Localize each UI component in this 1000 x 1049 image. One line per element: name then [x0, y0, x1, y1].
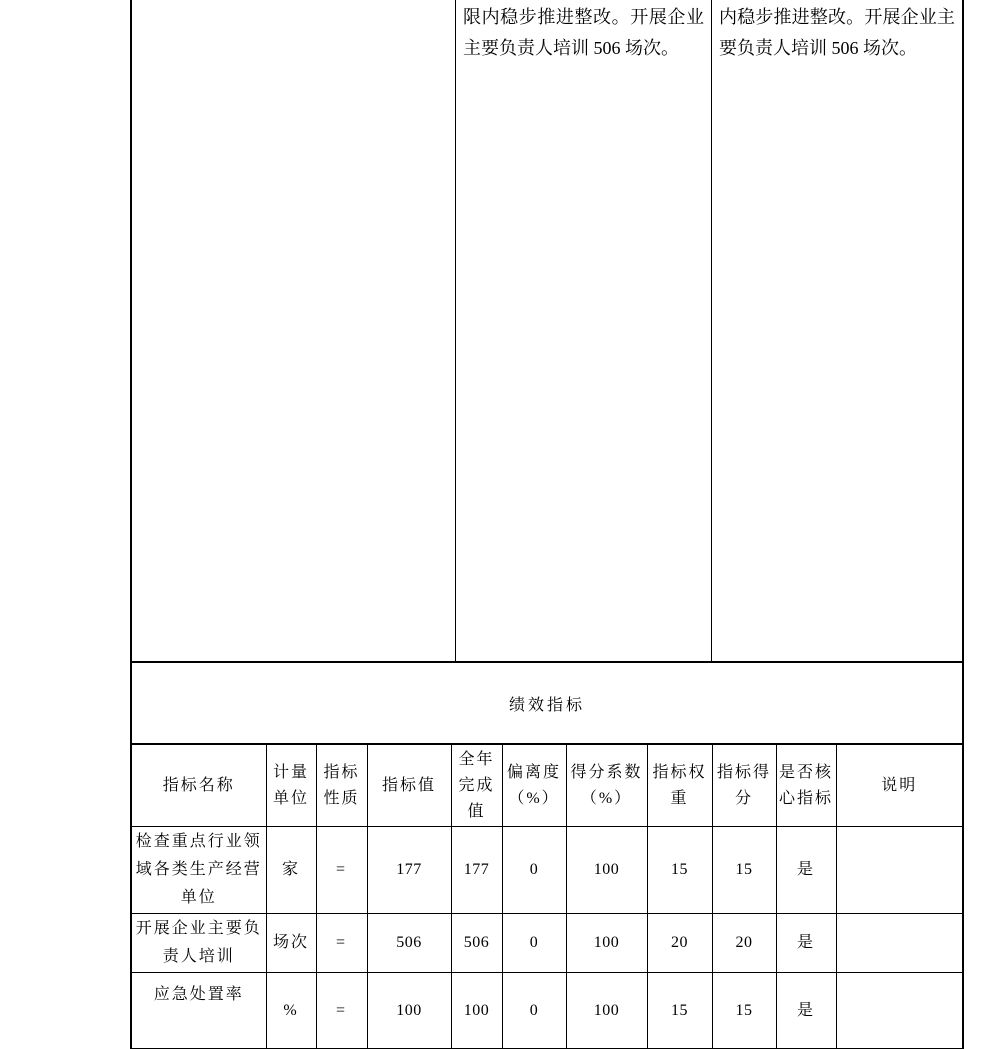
cell-core-indicator: 是	[776, 827, 836, 914]
narrative-cell-right	[712, 0, 962, 661]
cell-deviation: 0	[502, 973, 566, 1049]
narrative-text-middle: 限内稳步推进整改。开展企业主要负责人培训 506 场次。	[463, 7, 704, 58]
cell-score: 15	[712, 827, 776, 914]
table-row	[132, 973, 962, 1049]
cell-note	[836, 827, 962, 914]
cell-weight: 15	[647, 973, 712, 1049]
cell-score: 20	[712, 914, 776, 973]
cell-nature: =	[316, 914, 367, 973]
cell-indicator-name: 开展企业主要负责人培训	[132, 914, 266, 973]
header-score-coefficient: 得分系数（%）	[566, 745, 647, 827]
cell-target-value: 177	[367, 827, 451, 914]
table-row	[132, 827, 962, 914]
header-unit: 计量单位	[266, 745, 316, 827]
header-deviation: 偏离度（%）	[502, 745, 566, 827]
narrative-cell-empty	[132, 0, 456, 661]
cell-deviation: 0	[502, 827, 566, 914]
header-weight: 指标权重	[647, 745, 712, 827]
narrative-row	[132, 0, 962, 663]
cell-target-value: 506	[367, 914, 451, 973]
table-row	[132, 914, 962, 973]
header-score: 指标得分	[712, 745, 776, 827]
cell-completed-value: 506	[451, 914, 502, 973]
cell-completed-value: 177	[451, 827, 502, 914]
cell-note	[836, 973, 962, 1049]
section-title: 绩效指标	[508, 696, 585, 714]
cell-target-value: 100	[367, 973, 451, 1049]
cell-indicator-name: 检查重点行业领域各类生产经营单位	[132, 827, 266, 914]
cell-nature: =	[316, 973, 367, 1049]
header-indicator-name: 指标名称	[132, 745, 266, 827]
cell-nature: =	[316, 827, 367, 914]
header-target-value: 指标值	[367, 745, 451, 827]
cell-unit: %	[266, 973, 316, 1049]
header-note: 说明	[836, 745, 962, 827]
cell-deviation: 0	[502, 914, 566, 973]
narrative-text-right: 内稳步推进整改。开展企业主要负责人培训 506 场次。	[719, 7, 955, 58]
cell-core-indicator: 是	[776, 914, 836, 973]
document-table	[130, 0, 964, 1049]
cell-core-indicator: 是	[776, 973, 836, 1049]
cell-score-coefficient: 100	[566, 914, 647, 973]
section-title-row	[132, 663, 962, 744]
cell-note	[836, 914, 962, 973]
indicator-table	[132, 744, 962, 1049]
cell-unit: 家	[266, 827, 316, 914]
header-core-indicator: 是否核心指标	[776, 745, 836, 827]
cell-score: 15	[712, 973, 776, 1049]
cell-unit: 场次	[266, 914, 316, 973]
narrative-cell-middle	[456, 0, 712, 661]
cell-score-coefficient: 100	[566, 973, 647, 1049]
header-completed-value: 全年完成值	[451, 745, 502, 827]
header-nature: 指标性质	[316, 745, 367, 827]
cell-weight: 15	[647, 827, 712, 914]
indicator-table-header-row	[132, 745, 962, 827]
cell-score-coefficient: 100	[566, 827, 647, 914]
cell-indicator-name: 应急处置率	[132, 973, 266, 1049]
cell-completed-value: 100	[451, 973, 502, 1049]
cell-weight: 20	[647, 914, 712, 973]
